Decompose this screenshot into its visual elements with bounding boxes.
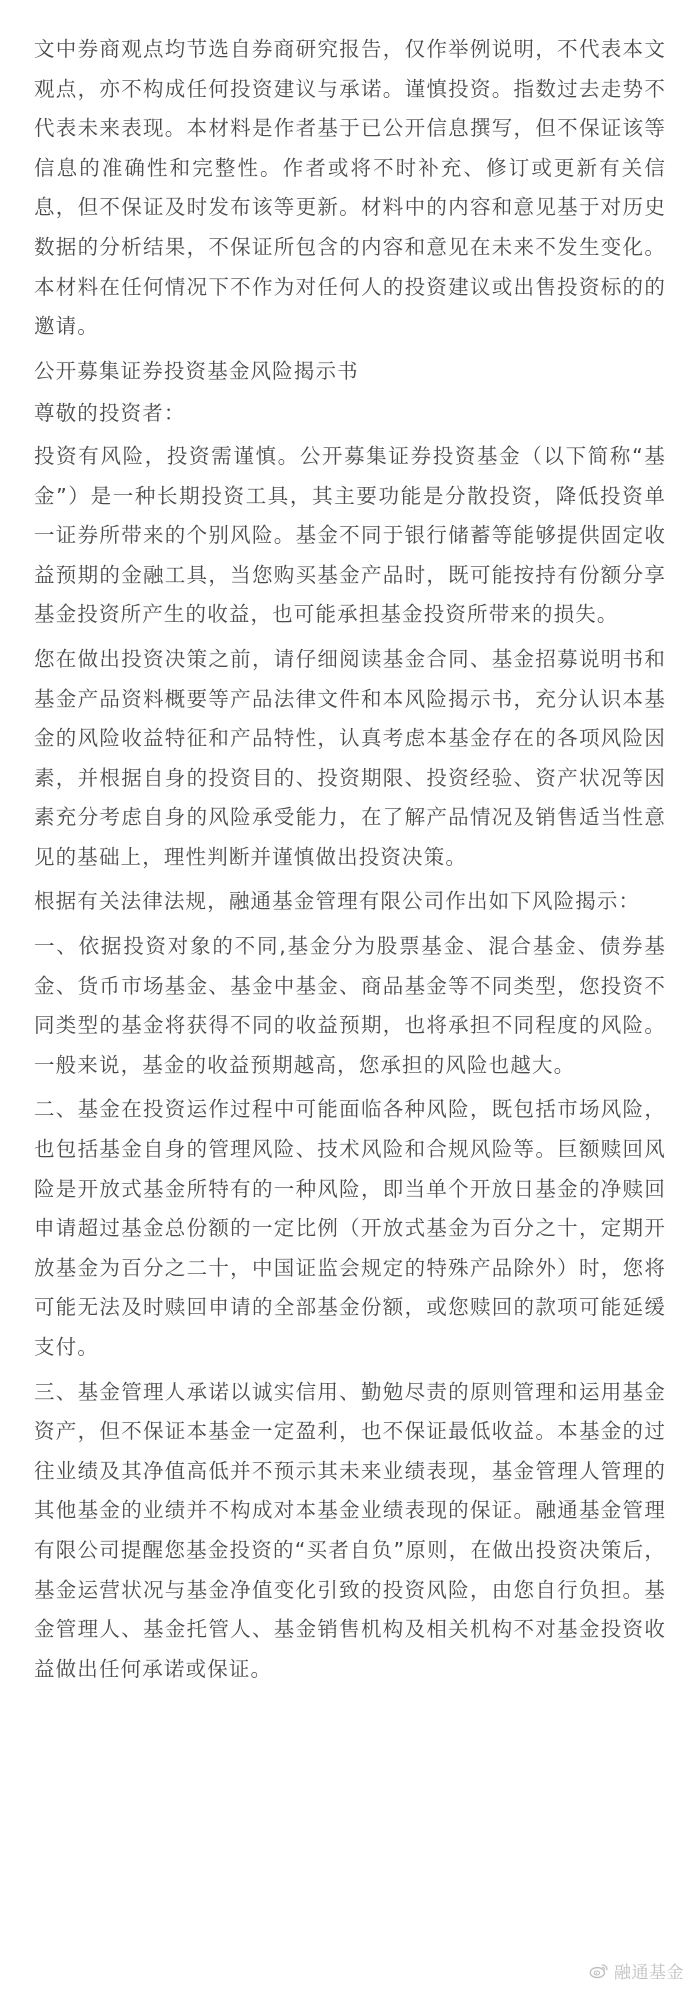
watermark-text: 融通基金 xyxy=(614,1963,684,1983)
risk-item-3: 三、基金管理人承诺以诚实信用、勤勉尽责的原则管理和运用基金资产，但不保证本基金一定盈利，也不保证最低收益。本基金的过往业绩及其净值高低并不预示其未来业绩表现，基金管理人管理的其他基金的业绩并不构成对本基金业绩表现的保证。融通基金管理有限公司提醒您基金投资的“买者自负”原则，在做出投资决策后，基金运营状况与基金净值变化引致的投资风险，由您自行负担。基金管理人、基金托管人、基金销售机构及相关机构不对基金投资收益做出任何承诺或保证。 xyxy=(34,1379,666,1681)
weibo-watermark xyxy=(589,1958,684,1983)
intro-paragraph: 投资有风险，投资需谨慎。公开募集证券投资基金（以下简称“基金”）是一种长期投资工具，其主要功能是分散投资，降低投资单一证券所带来的个别风险。基金不同于银行储蓄等能够提供固定收益预期的金融工具，当您购买基金产品时，既可能按持有份额分享基金投资所产生的收益，也可能承担基金投资所带来的损失。 xyxy=(34,443,666,627)
risk-item-2: 二、基金在投资运作过程中可能面临各种风险，既包括市场风险，也包括基金自身的管理风险、技术风险和合规风险等。巨额赎回风险是开放式基金所特有的一种风险，即当单个开放日基金的净赎回申请超过基金总份额的一定比例（开放式基金为百分之十，定期开放基金为百分之二十，中国证监会规定的特殊产品除外）时，您将可能无法及时赎回申请的全部基金份额，或您赎回的款项可能延缓支付。 xyxy=(34,1097,666,1359)
document-body xyxy=(34,30,666,1694)
risk-item-1: 一、依据投资对象的不同,基金分为股票基金、混合基金、债券基金、货币市场基金、基金中基金、商品基金等不同类型，您投资不同类型的基金将获得不同的收益预期，也将承担不同程度的风险。一般来说，基金的收益预期越高，您承担的风险也越大。 xyxy=(34,934,666,1077)
weibo-icon xyxy=(589,1962,609,1979)
salutation: 尊敬的投资者： xyxy=(34,401,186,426)
risk-disclosure-title: 公开募集证券投资基金风险揭示书 xyxy=(34,358,359,383)
disclaimer-paragraph: 文中券商观点均节选自券商研究报告，仅作举例说明，不代表本文观点，亦不构成任何投资建议与承诺。谨慎投资。指数过去走势不代表未来表现。本材料是作者基于已公开信息撰写，但不保证该等信息的准确性和完整性。作者或将不时补充、修订或更新有关信息，但不保证及时发布该等更新。材料中的内容和意见基于对历史数据的分析结果，不保证所包含的内容和意见在未来不发生变化。本材料在任何情况下不作为对任何人的投资建议或出售投资标的的邀请。 xyxy=(34,37,666,339)
legal-basis-paragraph: 根据有关法律法规，融通基金管理有限公司作出如下风险揭示： xyxy=(34,889,641,914)
decision-paragraph: 您在做出投资决策之前，请仔细阅读基金合同、基金招募说明书和基金产品资料概要等产品法律文件和本风险揭示书，充分认识本基金的风险收益特征和产品特性，认真考虑本基金存在的各项风险因素，并根据自身的投资目的、投资期限、投资经验、资产状况等因素充分考虑自身的风险承受能力，在了解产品情况及销售适当性意见的基础上，理性判断并谨慎做出投资决策。 xyxy=(34,646,666,869)
